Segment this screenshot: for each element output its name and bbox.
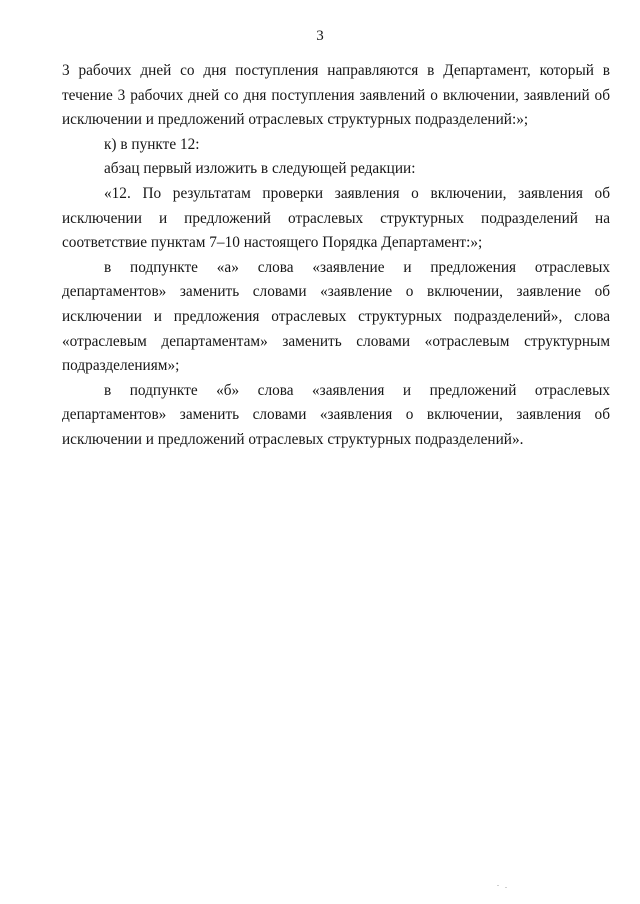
page-number: 3 xyxy=(316,28,324,44)
scan-artifact xyxy=(505,887,507,888)
paragraph-point-12: «12. По результатам проверки заявления о включении, заявления об исключении и предложений отраслевых структурных подразделений на соответствие пунктам 7–10 настоящего Порядка Департамент:»; xyxy=(62,184,610,252)
document-body xyxy=(62,59,610,453)
paragraph-item-k: к) в пункте 12: xyxy=(104,135,200,153)
paragraph-subpoint-a: в подпункте «а» слова «заявление и предложения отраслевых департаментов» заменить словами «заявление о включении, заявление об исключении и предложения отраслевых структурных подразделений», слова «отраслевым департаментам» заменить словами «отраслевым структурным подразделениям»; xyxy=(62,258,610,375)
paragraph-subpoint-b: в подпункте «б» слова «заявления и предложений отраслевых департаментов» заменить словами «заявления о включении, заявления об исключении и предложений отраслевых структурных подразделений». xyxy=(62,381,610,448)
paragraph-continuation: 3 рабочих дней со дня поступления направляются в Департамент, который в течение 3 рабочих дней со дня поступления заявлений о включении, заявлений об исключении и предложений отраслевых структурных подразделений:»; xyxy=(62,62,610,129)
paragraph-first-abzac: абзац первый изложить в следующей редакции: xyxy=(104,160,416,178)
scan-artifact xyxy=(497,885,499,886)
